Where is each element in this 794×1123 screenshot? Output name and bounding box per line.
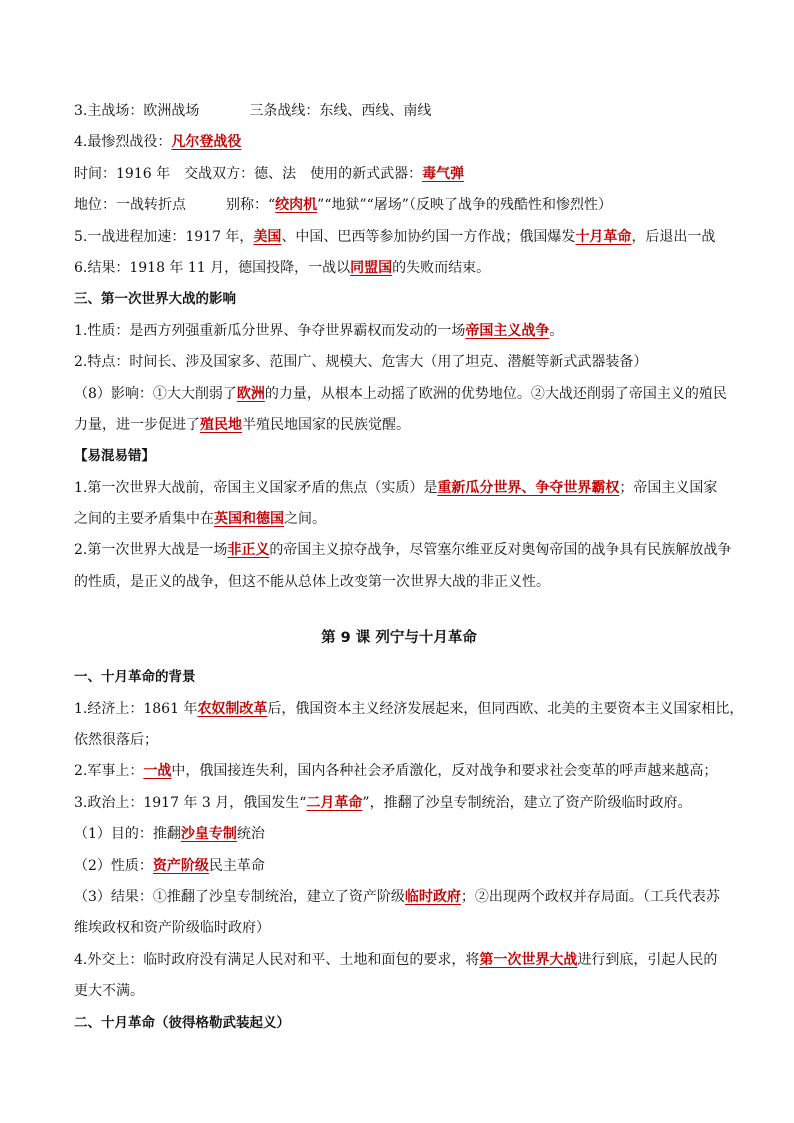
paragraph [74,316,724,347]
text: 半殖民地国家的民族觉醒。 [242,416,410,433]
key-term: 一战 [143,763,172,780]
paragraph [74,473,724,504]
text: 之间的主要矛盾集中在 [74,511,214,528]
key-term: 英国和德国 [214,511,284,528]
key-term: 二月革命 [306,794,363,811]
text: 中，俄国接连失利，国内各种社会矛盾激化，反对战争和要求社会变革的呼声越来越高； [171,763,718,780]
key-term: 殖民地 [200,416,242,433]
text: 地位：一战转折点 [74,197,186,214]
key-term: 第一次世界大战 [479,951,578,968]
text: 3.政治上：1917 年 3 月，俄国发生“ [74,794,307,811]
key-term: 重新瓜分世界、争夺世界霸权 [437,479,620,496]
text: 2.军事上： [74,763,144,780]
text: 的帝国主义掠夺战争，尽管塞尔维亚反对奥匈帝国的战争具有民族解放战争 [269,542,732,559]
paragraph [74,756,724,787]
key-term: 非正义 [227,542,270,559]
text: ”“地狱”“屠场”（反映了战争的残酷性和惨烈性） [317,197,612,214]
text: 2.特点：时间长、涉及国家多、范围广、规模大、危害大（用了坦克、潜艇等新式武器装备） [74,354,648,371]
key-term: 沙皇专制 [180,826,237,843]
paragraph [74,96,724,127]
paragraph [74,127,724,158]
key-term: 农奴制改革 [197,700,268,717]
text: 后，俄国资本主义经济发展起来，但同西欧、北美的主要资本主义国家相比， [267,700,744,717]
text: 5.一战进程加速：1917 年， [74,228,254,245]
text: 三条战线：东线、西线、南线 [249,103,432,119]
paragraph-continuation [74,410,724,441]
text: （3）结果：①推翻了沙皇专制统治，建立了资产阶级 [74,888,405,905]
lesson-title: 第 9 课 列宁与十月革命 [321,630,477,647]
key-term: 凡尔登战役 [171,134,242,151]
text: 力量，进一步促进了 [74,416,200,433]
paragraph [74,694,744,725]
key-term: 绞肉机 [275,197,318,214]
text: 更大不满。 [74,983,144,1000]
text: （2）性质： [74,857,153,874]
key-term: 欧洲 [236,385,265,402]
paragraph [74,882,724,913]
paragraph-continuation [74,913,724,944]
text: 4.外交上：临时政府没有满足人民对和平、土地和面包的要求，将 [74,951,480,968]
text: 民主革命 [208,857,265,874]
text: 、中国、巴西等参加协约国一方作战；俄国爆发 [281,228,576,245]
section-heading: 一、十月革命的背景 [74,669,196,686]
paragraph [74,222,724,253]
text: 时间：1916 年 交战双方：德、法 使用的新式武器： [74,165,423,182]
paragraph [74,347,724,378]
text: 统治 [236,826,265,843]
key-term: 帝国主义战争 [465,322,550,339]
text: ，后退出一战 [631,228,716,245]
text: ”，推翻了沙皇专制统治，建立了资产阶级临时政府。 [362,794,692,811]
text: 1.性质：是西方列强重新瓜分世界、争夺世界霸权而发动的一场 [74,322,466,339]
paragraph-continuation [74,725,724,756]
text: （8）影响：①大大削弱了 [74,385,237,402]
paragraph [74,819,724,850]
key-term: 十月革命 [575,228,632,245]
text: 的性质，是正义的战争，但这不能从总体上改变第一次世界大战的非正义性。 [74,573,550,590]
text: 6.结果：1918 年 11 月，德国投降，一战以 [74,259,351,276]
paragraph [74,253,724,284]
key-term: 资产阶级 [152,857,209,874]
text: 。 [549,322,564,339]
text: 2.第一次世界大战是一场 [74,542,228,559]
paragraph [74,190,724,221]
text: ；帝国主义国家 [619,479,718,496]
paragraph-continuation [74,976,724,1007]
key-term: 同盟国 [350,259,393,276]
paragraph [74,788,724,819]
section-heading: 二、十月革命（彼得格勒武装起义） [74,1014,290,1031]
paragraph [74,851,724,882]
section-heading: 【易混易错】 [74,448,155,465]
text: 的力量，从根本上动摇了欧洲的优势地位。②大战还削弱了帝国主义的殖民 [264,385,727,402]
paragraph-continuation [74,567,724,598]
document-page [74,96,744,1039]
text: 之间。 [284,511,326,528]
text: （1）目的：推翻 [74,826,181,843]
paragraph [74,535,732,566]
paragraph [74,159,724,190]
text: ；②出现两个政权并存局面。（工兵代表苏 [460,888,720,905]
text: 依然很落后； [74,732,158,749]
text: 的失败而结束。 [392,259,491,276]
section-heading: 三、第一次世界大战的影响 [74,291,236,308]
text: 进行到底，引起人民的 [577,951,718,968]
paragraph [74,945,724,976]
key-term: 毒气弹 [422,165,465,182]
text: 3.主战场：欧洲战场 [74,103,200,119]
key-term: 美国 [253,228,282,245]
text: 1.经济上：1861 年 [74,700,198,717]
text: 维埃政权和资产阶级临时政府） [74,920,270,937]
paragraph [74,379,727,410]
text: 别称：“ [226,197,276,214]
text: 1.第一次世界大战前，帝国主义国家矛盾的焦点（实质）是 [74,479,438,496]
text: 4.最惨烈战役： [74,134,172,151]
key-term: 临时政府 [404,888,461,905]
paragraph-continuation [74,504,724,535]
